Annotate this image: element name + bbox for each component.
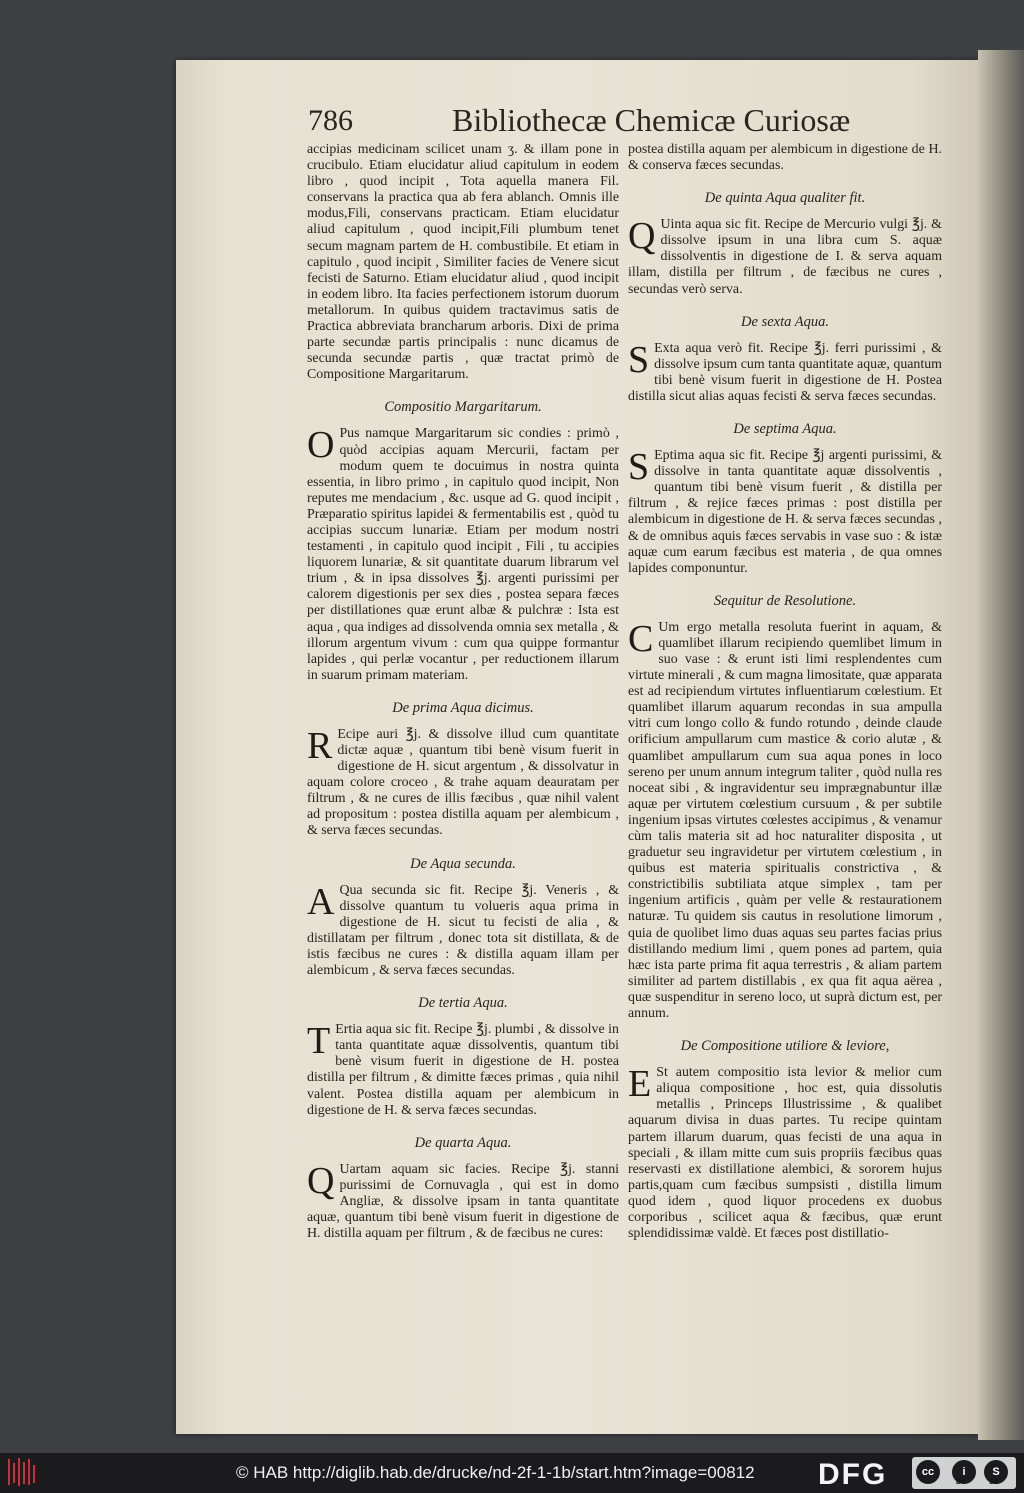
section-heading: De septima Aqua. <box>733 421 837 438</box>
cc-license-badge[interactable] <box>912 1457 1016 1489</box>
drop-cap-initial: Q <box>628 215 656 258</box>
drop-cap-initial: S <box>628 338 650 381</box>
section-heading: Sequitur de Resolutione. <box>713 592 857 609</box>
copyright-link[interactable]: © HAB http://diglib.hab.de/drucke/nd-2f-1-1b/start.htm?image=00812 <box>236 1463 755 1482</box>
drop-cap-initial: T <box>307 1020 331 1063</box>
text-paragraph <box>628 217 942 297</box>
page-edge <box>978 50 1024 1440</box>
text-paragraph <box>307 1159 619 1242</box>
text-paragraph <box>307 880 619 980</box>
by-label: BY <box>956 1479 966 1486</box>
paragraph-text: Uartam aquam sic facies. Recipe ℥j. stanni purissimi de Cornuvagla , qui est in domo Angliæ, & dissolve ipsam in tanta quantitate aquæ, quantum tibi benè visum fuerit in digestione de H. distilla aquam per filtrum , & de fæcibus ne cures: <box>307 1161 619 1242</box>
drop-cap-initial: R <box>307 724 333 767</box>
running-head <box>0 100 1024 144</box>
paragraph-text: Ertia aqua sic fit. Recipe ℥j. plumbi , & dissolve in tanta quantitate aquæ dissolventis, quantum tibi benè visum fuerit in digestione de H. postea distilla per filtrum , & dimitte fæces primas , quia nihil valent. Postea distilla aquam per alembicum in digestione de H. & serva fæces secundas. <box>307 1022 619 1118</box>
text-paragraph <box>628 448 942 577</box>
drop-cap-initial: A <box>307 880 335 923</box>
section-heading: De Compositione utiliore & leviore, <box>680 1038 890 1055</box>
section-heading: De sexta Aqua. <box>741 313 829 330</box>
paragraph-text: Uinta aqua sic fit. Recipe de Mercurio vulgi ℥j. & dissolve ipsum in una libra cum S. aquæ dissolventis in digestione de I. & serva aquam illam, distilla per filtrum , de fæcibus ne cures , secundas verò serva. <box>628 217 942 297</box>
text-paragraph <box>307 724 619 840</box>
viewer-footer <box>0 1453 1024 1493</box>
right-column <box>628 142 942 1242</box>
text-paragraph <box>307 142 619 383</box>
drop-cap-initial: O <box>307 424 335 467</box>
sa-label: SA <box>989 1479 999 1486</box>
paragraph-text: Ecipe auri ℥j. & dissolve illud cum quantitate dictæ aquæ , quantum tibi benè visum fuerit in digestione de H. sicut argentum , & dissolvatur in aquam colore croceo , & trahe aquam deauratam per filtrum , & ne cures de illis fæcibus , quæ nihil valent ad propositum : postea distilla aquam per alembicum , & serva fæces secundas. <box>307 726 619 839</box>
paragraph-text: accipias medicinam scilicet unam ʒ. & illam pone in crucibulo. Etiam elucidatur aliud capitulum in eodem libro , quod incipit , Tota aquella manera Fil. conservans la practica qua ab fera ablanch. Omnis ille modus,Fili, conservans practicam. Etiam elucidatur aliud capitulum , quod incipit,Fili plumbum tenet secum magnam partem de H. combustibile. Et etiam in capitulo , quod incipit , Similiter facies de Venere sicut fecisti de Saturno. Etiam elucidatur aliud , quod incipit in eodem libro. Ita facies perfectionem istorum duorum metallorum. In quibus quidem tractavimus satis de Practica abbreviata brancharum arboris. Dixi de prima parte secundæ partis principalis : nunc dicamus de secunda secundæ partis , quæ tractat primò de Compositione Margaritarum. <box>307 142 619 383</box>
page-number: 786 <box>308 104 353 137</box>
text-paragraph <box>628 1065 942 1242</box>
paragraph-text: Qua secunda sic fit. Recipe ℥j. Veneris , & dissolve quantum tu volueris aqua prima in digestione de H. sicut tu fecisti de alia , & distillatam per filtrum , donec tota sit distillata, & de istis fæcibus ne cures : & distilla aquam illam per alembicum , & serva fæces secundas. <box>307 882 619 979</box>
paragraph-text: Exta aqua verò fit. Recipe ℥j. ferri purissimi , & dissolve ipsum cum tanta quantitate aquæ, quantum tibi benè visum fuerit in digestione de H. Postea distilla sicut alias aquas fecisti & serva fæces secundas. <box>628 340 942 404</box>
drop-cap-initial: E <box>628 1063 652 1106</box>
paragraph-text: St autem compositio ista levior & melior cum aliqua compositione , hoc est, quia dissolutis metallis , Princeps Illustrissime , & qualibet aquarum divisa in duas partes. Tu recipe quintam partem illarum duarum, quas fecisti de una aqua in speciali , & illam mitte cum suis propriis fæcibus quas reservasti ex distillatione alembici, & sororem hujus partis,quam cum fæcibus sumpsisti , distilla limum quod idem , quod liquor procedens ex duobus corporibus , scilicet aqua & fæcibus, quæ erunt splendidissimæ valdè. Et fæces post distillatio- <box>628 1065 942 1242</box>
text-paragraph <box>307 426 619 684</box>
left-column <box>307 142 619 1242</box>
drop-cap-initial: S <box>628 446 650 489</box>
section-heading: De tertia Aqua. <box>418 995 508 1012</box>
section-heading: De quarta Aqua. <box>414 1134 512 1151</box>
paragraph-text: Um ergo metalla resoluta fuerint in aquam, & quamlibet illarum recipiendo quemlibet limum in suo vase : & erunt isti limi resplendentes cum virtute minerali , & cum magna limositate, quæ apparata est ad recipiendum virtutes influentiarum cœlestium. Et quamlibet illarum aquarum recondas in sua ampulla vitri cum longo collo & fundo rotundo , deinde claude orificium ampullarum cum mastice & corio alutæ , & quamlibet ampullarum cum sua aqua pones in loco sereno per unum annum integrum taliter , quòd nulla res noceat sibi , & ingravidentur seu imprægnabuntur illæ aquæ per virtutem cœlestium cursuum , & per subtile ingenium ipsas virtutes cœlestes accipimus , & venamur cùm talis materia sit ad hoc naturaliter disposita , ut graduetur seu ingravidetur per virtutem cœlestium , in quibus est materia spiritualis constrictiva , & constrictibilis subtiliata atque simplex , tam per ingenium artificis , quàm per velle & restaurationem naturæ. Tu quidem sis cautus in resolutione limorum , quia de quolibet limo duas aquas seu partes facias prius distillando medium limi , quem pones ad partem, quia hæc ista parte prima fit aqua terrestris , & aliam partem similiter ad partem distillabis , ex qua fit aqua aërea , quæ suspenditur in sereno loco, ut suprà dictum est, per annum. <box>628 619 942 1022</box>
by-attribution-icon: i <box>952 1460 976 1484</box>
text-paragraph <box>628 142 942 174</box>
drop-cap-initial: C <box>628 617 654 660</box>
dfg-logo[interactable]: DFG <box>818 1458 888 1491</box>
section-heading: De Aqua secunda. <box>410 855 516 872</box>
hab-logo-icon[interactable] <box>6 1457 38 1489</box>
drop-cap-initial: Q <box>307 1159 335 1202</box>
running-title: Bibliothecæ Chemicæ Curiosæ <box>452 102 851 138</box>
paragraph-text: Eptima aqua sic fit. Recipe ℥j argenti purissimi, & dissolve in tanta quantitate aquæ dissolventis , quantum tibi benè visum fuerit , & distilla per filtrum , & rejice fæces primas : post distilla per alembicum in digestione de H. & serva fæces secundas , & de omnibus aquis fæces servabis in vase suo : & istæ aquæ cum earum fæcibus est materia , de qua omnes lapides componuntur. <box>628 448 942 576</box>
paragraph-text: postea distilla aquam per alembicum in digestione de H. & conserva fæces secundas. <box>628 142 942 174</box>
section-heading: De quinta Aqua qualiter fit. <box>704 190 866 207</box>
text-paragraph <box>628 617 942 1022</box>
paragraph-text: Pus namque Margaritarum sic condies : primò , quòd accipias aquam Mercurii, factam per modum quem te docuimus in nostra quinta essentia, in libro primo , in capitulo quod incipit, Non reputes me mendacium , &c. usque ad G. quod incipit , Præparatio spiritus lapidei & fermentabilis est , quòd tu accipias succum lunariæ. Etiam per modum nostri testamenti , in capitulo quod incipit , Fili , tu accipies liquorem lunariæ, & sit quantitate duarum librarum vel trium , & in ipsa dissolves ℥j. argenti purissimi per calorem digestionis per sex dies , postea separa fæces per distillationes quæ erunt albæ & pulchræ : Ista est aqua , qua indiges ad dissolvenda omnia sex metalla , & illorum argentum vivum : cum qua quippe formantur lapides , qui perlæ vocantur , per reductionem illarum in suarum primam materiam. <box>307 426 619 683</box>
cc-icon: cc <box>916 1460 940 1484</box>
section-heading: De prima Aqua dicimus. <box>392 699 534 716</box>
section-heading: Compositio Margaritarum. <box>384 399 542 416</box>
text-paragraph <box>307 1022 619 1119</box>
share-alike-icon: S <box>984 1460 1008 1484</box>
text-paragraph <box>628 338 942 405</box>
